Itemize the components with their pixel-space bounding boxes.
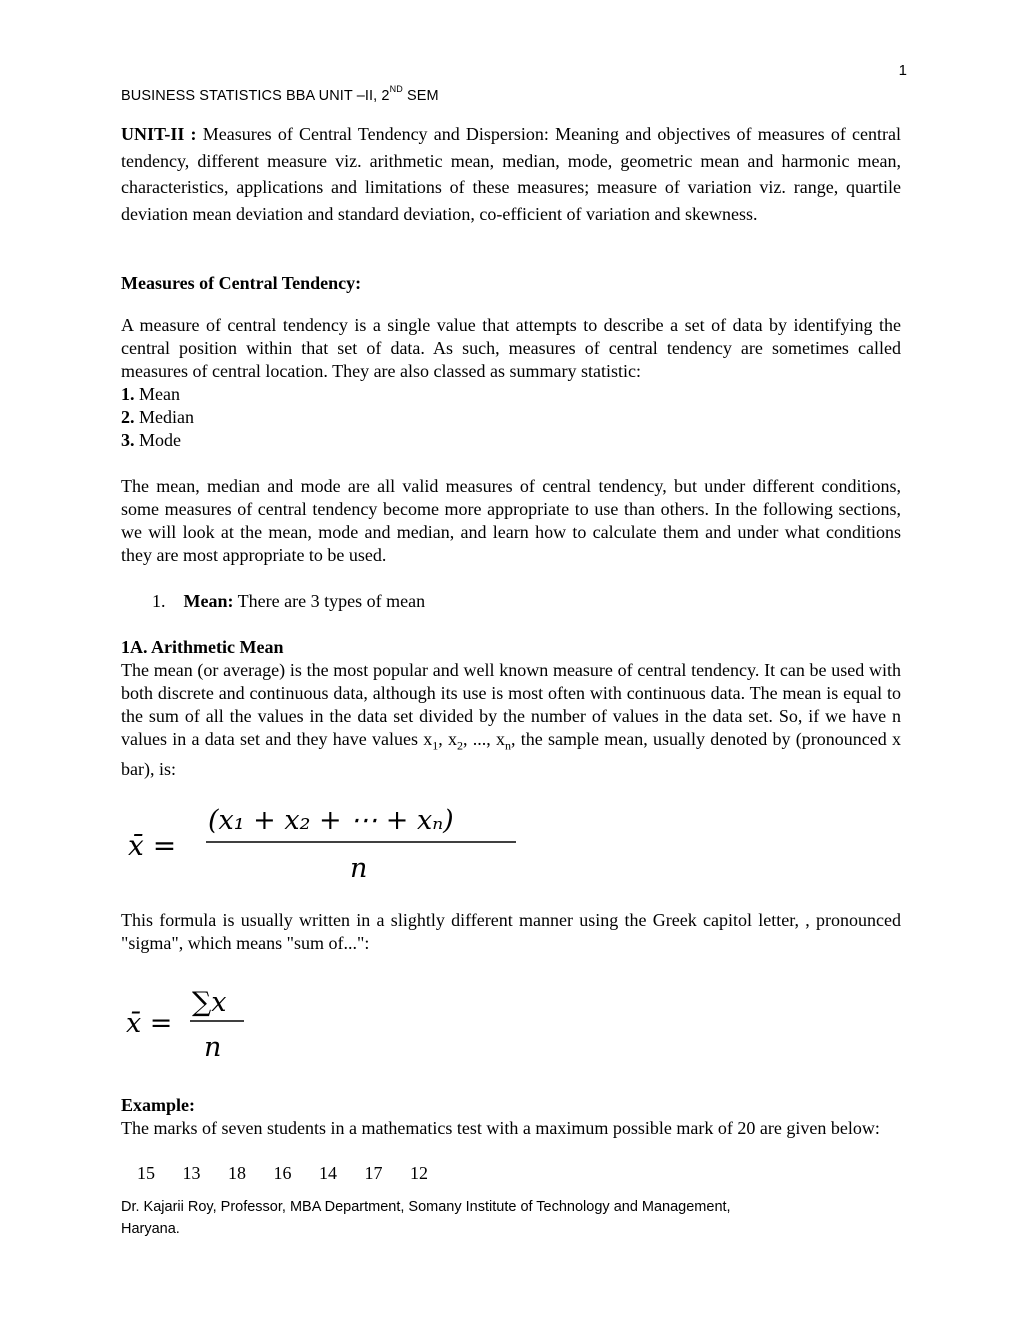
list-item: 3. Mode bbox=[121, 430, 181, 450]
formula-denominator: n bbox=[204, 1032, 222, 1063]
mean-formula-sigma-svg bbox=[122, 980, 252, 1065]
mark-value: 12 bbox=[410, 1163, 428, 1183]
list-item: 2. Median bbox=[121, 407, 194, 427]
example-heading: Example: bbox=[121, 1095, 195, 1115]
unit-syllabus-paragraph bbox=[121, 121, 901, 227]
arithmetic-mean-heading: 1A. Arithmetic Mean bbox=[121, 637, 284, 657]
measures-list bbox=[121, 383, 194, 452]
page-number: 1 bbox=[898, 62, 907, 79]
formula-numerator: (x₁ + x₂ + ⋯ + xₙ) bbox=[208, 805, 454, 836]
central-tendency-heading: Measures of Central Tendency: bbox=[121, 273, 362, 293]
mean-formula-expanded bbox=[122, 795, 522, 885]
formula-lhs: x̄ = bbox=[128, 829, 177, 862]
formula-lhs: x̄ = bbox=[126, 1008, 173, 1039]
running-header bbox=[121, 86, 439, 104]
header-text: BUSINESS STATISTICS BBA UNIT –II, 2 bbox=[121, 87, 390, 104]
footer-line: Haryana. bbox=[121, 1221, 180, 1237]
mean-formula-sigma bbox=[122, 980, 252, 1065]
arithmetic-mean-paragraph: The mean (or average) is the most popular and well known measure of central tendency. It can be used with both discrete and continuous data, although its use is most often with continuous data. The mean is equal to the sum of all the values in the data set divided by the number of values in the data set. So, if we have n values in a data set and they have values $x_1$, $x_2$, ..., $x_n$, the sample mean, usually denoted by (pronounced x bar), is: bbox=[121, 660, 902, 779]
central-tendency-paragraph-2: The mean, median and mode are all valid measures of central tendency, but under different conditions, some measures of central tendency become more appropriate to use than others. In the following sections, we will look at the mean, mode and median, and learn how to calculate them and under what conditions they are most appropriate to be used. bbox=[121, 476, 901, 565]
mark-value: 16 bbox=[273, 1163, 292, 1183]
formula-denominator: n bbox=[350, 853, 368, 884]
unit-text: Measures of Central Tendency and Dispersion: Meaning and objectives of measures of central tendency, different measure viz. arithmetic mean, median, mode, geometric mean and harmonic mean, characteristics, applications and limitations of these measures; measure of variation viz. range, quartile deviation mean deviation and standard deviation, co-efficient of variation and skewness. bbox=[121, 124, 901, 224]
central-tendency-intro: A measure of central tendency is a single value that attempts to describe a set of data by identifying the central position within that set of data. As such, measures of central tendency are sometimes called measures of central location. They are also classed as summary statistic: bbox=[121, 315, 901, 381]
header-superscript: ND bbox=[389, 84, 403, 94]
unit-label: UNIT-II : bbox=[121, 124, 197, 144]
running-footer bbox=[121, 1196, 881, 1240]
mark-value: 18 bbox=[228, 1163, 246, 1183]
marks-row bbox=[137, 1162, 456, 1185]
mark-value: 17 bbox=[364, 1163, 383, 1183]
mean-list-item: 1. Mean: There are 3 types of mean bbox=[152, 591, 426, 611]
mark-value: 14 bbox=[319, 1163, 337, 1183]
mark-value: 15 bbox=[137, 1163, 155, 1183]
mark-value: 13 bbox=[182, 1163, 201, 1183]
footer-line: Dr. Kajarii Roy, Professor, MBA Department, Somany Institute of Technology and Management, bbox=[121, 1199, 731, 1215]
mean-formula-expanded-svg bbox=[122, 795, 522, 885]
formula-numerator: ∑x bbox=[192, 987, 227, 1018]
header-text-end: SEM bbox=[402, 87, 439, 104]
list-item: 1. Mean bbox=[121, 384, 180, 404]
example-paragraph: The marks of seven students in a mathematics test with a maximum possible mark of 20 are given below: bbox=[121, 1118, 880, 1138]
sigma-paragraph: This formula is usually written in a slightly different manner using the Greek capitol letter, , pronounced "sigma", which means "sum of...": bbox=[121, 910, 901, 953]
